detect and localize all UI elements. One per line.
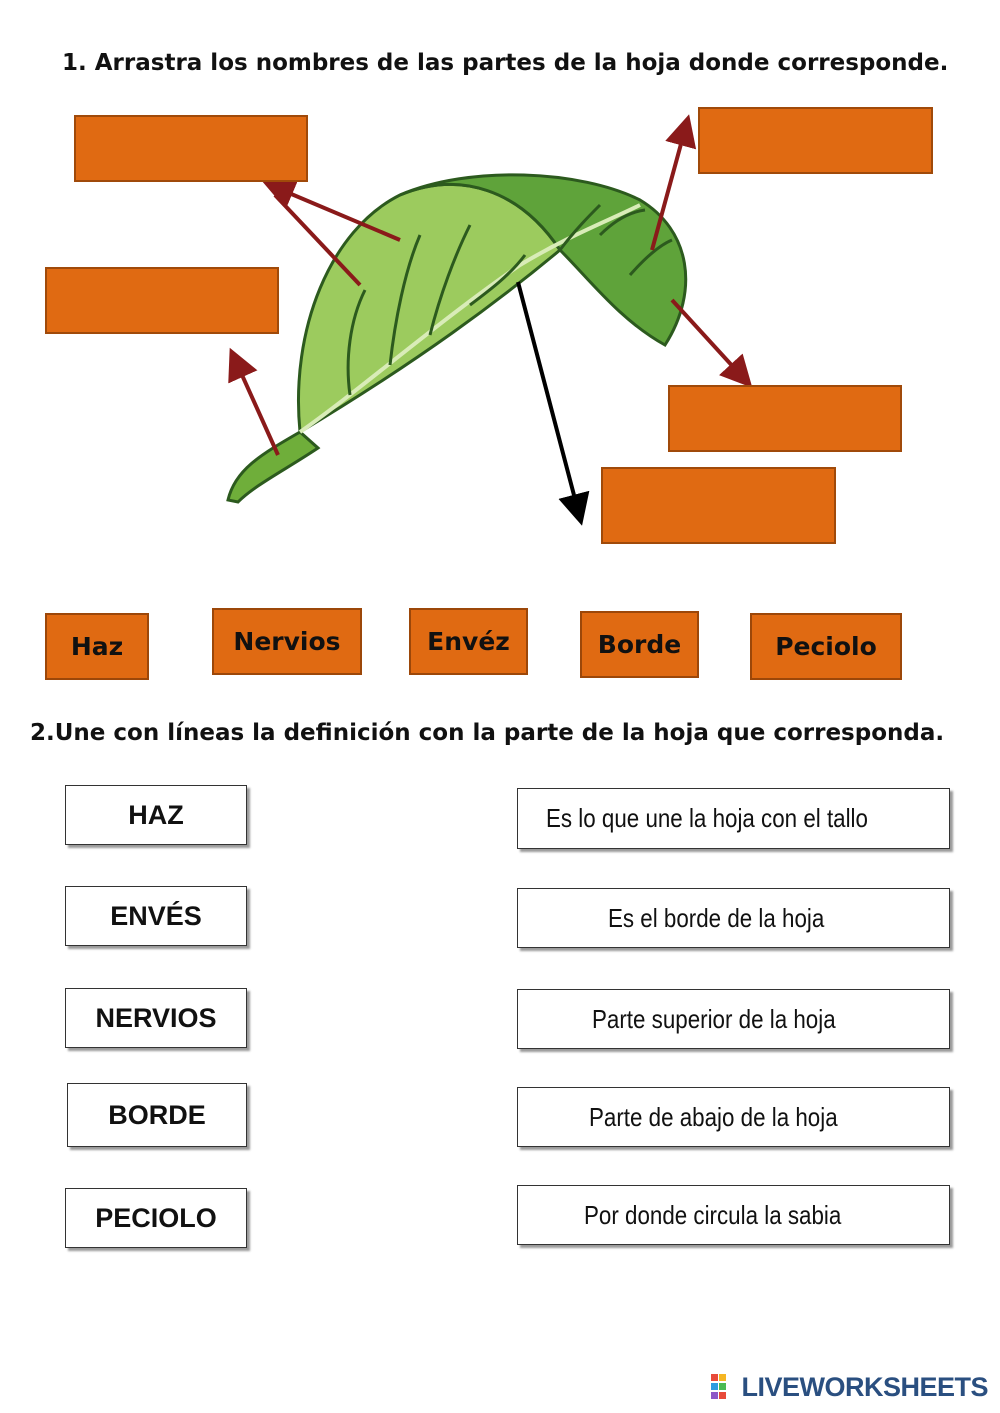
- leaf-drawing: [228, 175, 686, 502]
- word-chip-haz[interactable]: Haz: [45, 613, 149, 680]
- part-box-peciolo[interactable]: PECIOLO: [65, 1188, 247, 1248]
- word-chip-nervios[interactable]: Nervios: [212, 608, 362, 675]
- liveworksheets-logo: [711, 1372, 988, 1403]
- drop-zone-4[interactable]: [668, 385, 902, 452]
- drop-zone-5[interactable]: [601, 467, 836, 544]
- drop-zone-1[interactable]: [74, 115, 308, 182]
- definition-text: Parte de abajo de la hoja: [588, 1101, 838, 1132]
- word-chip-borde[interactable]: Borde: [580, 611, 699, 678]
- drop-zone-2[interactable]: [45, 267, 279, 334]
- definition-box-5[interactable]: [517, 1185, 950, 1245]
- definition-box-1[interactable]: [517, 788, 950, 849]
- exercise-1-title: 1. Arrastra los nombres de las partes de la hoja donde corresponde.: [62, 50, 949, 76]
- liveworksheets-logo-text: LIVEWORKSHEETS: [741, 1372, 988, 1402]
- part-box-borde[interactable]: BORDE: [67, 1083, 247, 1147]
- definition-text: Por donde circula la sabia: [583, 1199, 842, 1230]
- word-chip-envez[interactable]: Envéz: [409, 608, 528, 675]
- part-box-haz[interactable]: HAZ: [65, 785, 247, 845]
- word-chip-peciolo[interactable]: Peciolo: [750, 613, 902, 680]
- definition-box-4[interactable]: [517, 1087, 950, 1147]
- part-box-enves[interactable]: ENVÉS: [65, 886, 247, 946]
- definition-text: Parte superior de la hoja: [591, 1003, 836, 1034]
- exercise-2-title: 2.Une con líneas la definición con la parte de la hoja que corresponda.: [30, 720, 945, 746]
- definition-box-3[interactable]: [517, 989, 950, 1049]
- definition-text: Es el borde de la hoja: [607, 902, 825, 933]
- drop-zone-3[interactable]: [698, 107, 933, 174]
- definition-box-2[interactable]: [517, 888, 950, 948]
- definition-text: Es lo que une la hoja con el tallo: [546, 803, 869, 833]
- part-box-nervios[interactable]: NERVIOS: [65, 988, 247, 1048]
- liveworksheets-logo-icon: [711, 1374, 735, 1402]
